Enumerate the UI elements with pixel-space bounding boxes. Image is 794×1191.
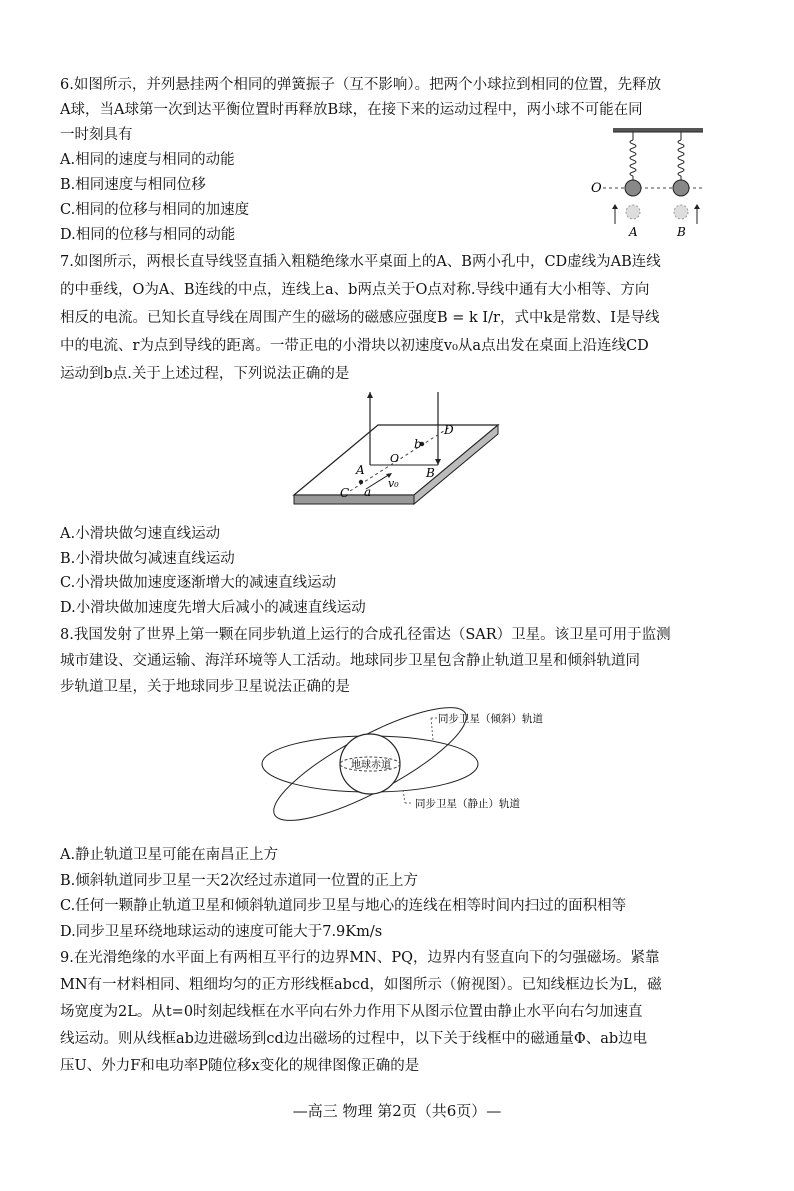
ball-a-released <box>626 205 640 219</box>
q8-option-a: A.静止轨道卫星可能在南昌正上方 <box>60 847 279 863</box>
q7-line: 7.如图所示，两根长直导线竖直插入粗糙绝缘水平桌面上的A、B两小孔中，CD虚线为AB连线 <box>60 254 661 270</box>
label-tilted-orbit: 同步卫星（倾斜）轨道 <box>438 713 543 725</box>
question-9 <box>60 945 740 1080</box>
label-static-orbit: 同步卫星（静止）轨道 <box>415 798 520 810</box>
q7-line: 的中垂线，O为A、B连线的中点，连线上a、b两点关于O点对称.导线中通有大小相等、方向 <box>60 282 650 298</box>
q6-option-a: A.相同的速度与相同的动能 <box>60 152 235 168</box>
q9-line: 压U、外力F和电功率P随位移x变化的规律图像正确的是 <box>60 1058 420 1074</box>
q7-line: 运动到b点.关于上述过程，下列说法正确的是 <box>60 366 350 382</box>
label-O: O <box>390 452 400 465</box>
label-o: O <box>591 181 602 196</box>
label-D: D <box>444 423 454 437</box>
question-8-options <box>60 843 740 945</box>
q8-line: 城市建设、交通运输、海洋环境等人工活动。地球同步卫星包含静止轨道卫星和倾斜轨道同 <box>60 653 640 669</box>
q9-line: 场宽度为2L。从t=0时刻起线框在水平向右外力作用下从图示位置由静止水平向右匀加速直 <box>60 1004 643 1020</box>
q9-line: 线运动。则从线框ab边进磁场到cd边出磁场的过程中，以下关于线框中的磁通量Φ、ab边电 <box>60 1031 648 1047</box>
label-B: B <box>426 466 435 480</box>
q7-line: 相反的电流。已知长直导线在周围产生的磁场的磁感应强度B = k I/r，式中k是常数、I是导线 <box>60 310 660 326</box>
spring-a <box>630 132 636 180</box>
q6-line: A球，当A球第一次到达平衡位置时再释放B球，在接下来的运动过程中，两小球不可能在同 <box>60 102 643 118</box>
ball-a <box>625 180 641 196</box>
label-b: B <box>677 225 686 238</box>
spring-b <box>678 132 684 180</box>
arrow-up-icon <box>694 204 700 209</box>
q9-line: 9.在光滑绝缘的水平面上有两相互平行的边界MN、PQ，边界内有竖直向下的匀强磁场。紧靠 <box>60 950 660 966</box>
q8-option-d: D.同步卫星环绕地球运动的速度可能大于7.9Km/s <box>60 923 383 940</box>
q6-line: 6.如图所示，并列悬挂两个相同的弹簧振子（互不影响）。把两个小球拉到相同的位置，先释放 <box>60 77 662 93</box>
wires-table-figure <box>290 390 510 520</box>
label-b: b <box>414 437 422 451</box>
question-7-options <box>60 522 740 620</box>
point-a <box>359 480 363 484</box>
q7-option-a: A.小滑块做匀速直线运动 <box>60 526 221 542</box>
q6-option-c: C.相同的位移与相同的加速度 <box>60 202 250 218</box>
question-7 <box>60 248 740 388</box>
page-footer: —高三 物理 第2页（共6页）— <box>292 1102 502 1120</box>
q7-option-d: D.小滑块做加速度先增大后减小的减速直线运动 <box>60 599 366 616</box>
q9-line: MN有一材料相同、粗细均匀的正方形线框abcd，如图所示（俯视图）。已知线框边长为L，磁 <box>60 977 662 993</box>
orbit-figure <box>255 700 575 830</box>
q8-option-c: C.任何一颗静止轨道卫星和倾斜轨道同步卫星与地心的连线在相等时间内扫过的面积相等 <box>60 898 627 914</box>
q6-option-d: D.相同的位移与相同的动能 <box>60 227 236 243</box>
spring-oscillator-figure <box>585 128 705 238</box>
label-C: C <box>340 486 350 500</box>
arrow-up-icon <box>367 392 373 398</box>
label-a: A <box>629 225 638 238</box>
label-v0: v₀ <box>388 477 399 490</box>
q8-line: 8.我国发射了世界上第一颗在同步轨道上运行的合成孔径雷达（SAR）卫星。该卫星可用于监测 <box>60 627 671 643</box>
label-A: A <box>356 463 365 477</box>
q8-line: 步轨道卫星，关于地球同步卫星说法正确的是 <box>60 679 350 695</box>
q7-line: 中的电流、r为点到导线的距离。一带正电的小滑块以初速度v₀从a点出发在桌面上沿连线CD <box>60 338 649 354</box>
question-8 <box>60 622 740 700</box>
arrow-up-icon <box>612 204 618 209</box>
q6-line: 一时刻具有 <box>60 127 133 143</box>
ceiling <box>613 128 703 132</box>
ball-b <box>673 180 689 196</box>
q7-option-b: B.小滑块做匀减速直线运动 <box>60 550 235 567</box>
q8-option-b: B.倾斜轨道同步卫星一天2次经过赤道同一位置的正上方 <box>60 872 418 889</box>
q6-option-b: B.相同速度与相同位移 <box>60 177 206 193</box>
q7-option-c: C.小滑块做加速度逐渐增大的减速直线运动 <box>60 575 337 591</box>
table-front <box>294 495 414 504</box>
ball-b-released <box>674 205 688 219</box>
label-a: a <box>364 485 372 499</box>
label-equator: 地球赤道 <box>351 760 391 771</box>
